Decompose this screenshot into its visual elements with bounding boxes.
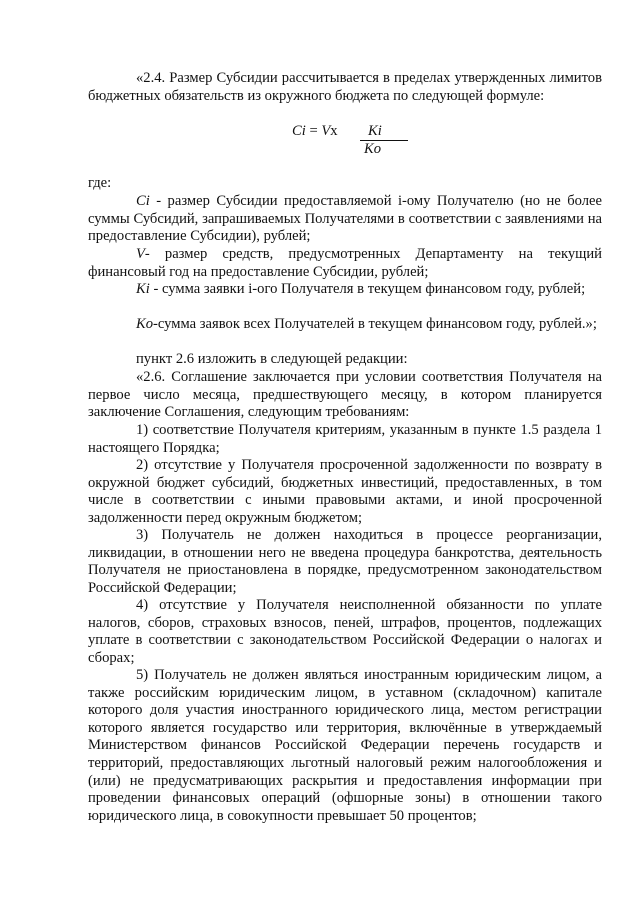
definition-ko: Ko-сумма заявок всех Получателей в текущем финансовом году, рублей.»; [136,316,597,332]
subsidy-formula [292,123,492,163]
requirement-5: 5) Получатель не должен являться иностранным юридическим лицом, а также российским юридическим лицом, в уставном (складочном) капитале которого доля участия иностранного юридического лица, местом регистрации которого является государство или территория, включённые в утверждаемый Министерством финансов Российской Федерации перечень государств и территорий, предоставляющих льготный налоговый режим налогообложения и (или) не предусматривающих раскрытия и предоставления информации при проведении финансовых операций (офшорные зоны) в отношении такого юридического лица, в совокупности превышает 50 процентов; [88,667,602,824]
paragraph-2-4: «2.4. Размер Субсидии рассчитывается в пределах утвержденных лимитов бюджетных обязательств из окружного бюджета по следующей формуле: [88,70,602,104]
where-label: где: [88,175,112,191]
definition-v: V- размер средств, предусмотренных Департаменту на текущий финансовый год на предоставление Субсидии, рублей; [88,246,602,280]
formula-denominator: Ko [364,141,382,157]
formula-numerator: Ki [368,123,382,139]
paragraph-punkt-2-6: пункт 2.6 изложить в следующей редакции: [136,351,408,367]
definition-ki: Ki - сумма заявки i-ого Получателя в текущем финансовом году, рублей; [136,281,586,297]
paragraph-2-6: «2.6. Соглашение заключается при условии соответствия Получателя на первое число месяца, предшествующего месяцу, в котором планируется заключение Соглашения, следующим требованиям: [88,369,602,421]
formula-lhs: Ci = Vх [292,123,338,139]
definition-ci: Ci - размер Субсидии предоставляемой i-ому Получателю (но не более суммы Субсидий, запрашиваемых Получателями в соответствии с заявлениями на предоставление Субсидии), рублей; [88,193,602,245]
requirement-3: 3) Получатель не должен находиться в процессе реорганизации, ликвидации, в отношении него не введена процедура банкротства, деятельность Получателя не приостановлена в порядке, предусмотренном законодательством Российской Федерации; [88,527,602,596]
requirement-1: 1) соответствие Получателя критериям, указанным в пункте 1.5 раздела 1 настоящего Порядка; [88,422,602,456]
requirement-4: 4) отсутствие у Получателя неисполненной обязанности по уплате налогов, сборов, страховых взносов, пеней, штрафов, процентов, подлежащих уплате в соответствии с законодательством Российской Федерации о налогах и сборах; [88,597,602,666]
requirement-2: 2) отсутствие у Получателя просроченной задолженности по возврату в окружной бюджет субсидий, бюджетных инвестиций, предоставленных, в том числе в соответствии с иными правовыми актами, и иной просроченной задолженности перед окружным бюджетом; [88,457,602,526]
